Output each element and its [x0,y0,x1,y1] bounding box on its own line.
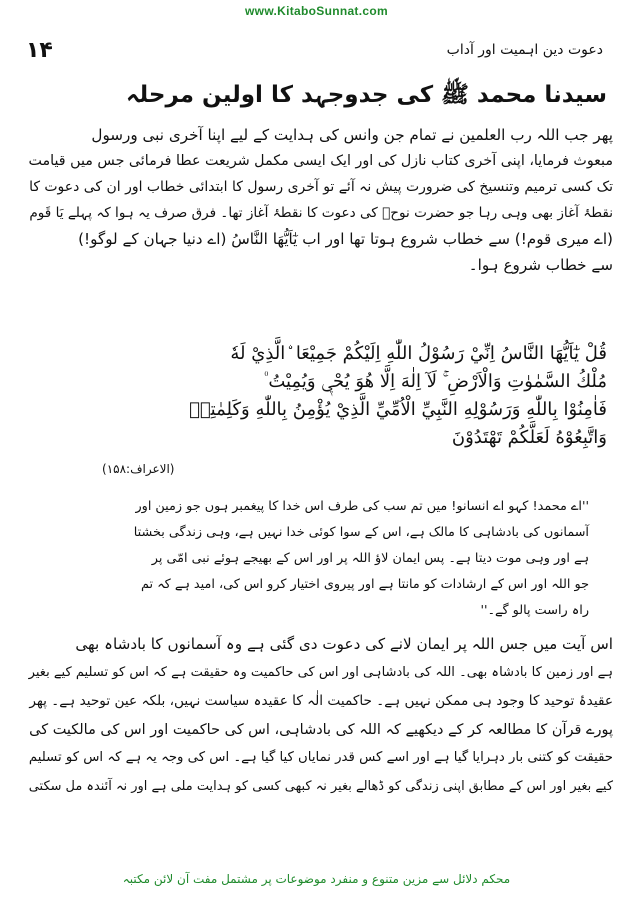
paragraph-commentary [17,630,613,801]
running-header: دعوت دین اہمیت اور آداب [446,42,603,58]
footer-note: محکم دلائل سے مزین متنوع و منفرد موضوعات پر مشتمل مفت آن لائن مکتبہ [122,872,511,886]
site-url[interactable]: www.KitaboSunnat.com [245,4,388,18]
translation-block [43,494,589,624]
quran-reference: (الاعراف:۱۵۸) [102,462,175,476]
paragraph-line: مبعوث فرمایا، اپنی آخری کتاب نازل کی اور ایک ایسی مکمل شریعت عطا فرمائی جس میں قیامت [28,153,613,169]
paragraph-line: نقطۂ آغاز بھی وہی رہا جو حضرت نوحؑ کی دعوت کا نقطۂ آغاز تھا۔ فرق صرف یہ ہوا کہ پہلے یَا قَوم [29,205,613,221]
translation-line: جو اللہ اور اس کے ارشادات کو مانتا ہے اور پیروی اختیار کرو اس کی، امید ہے کہ تم [141,577,589,592]
paragraph-line: پھر جب اللہ رب العلمین نے تمام جن وانس کی ہدایت کے لیے اپنا آخری نبی ورسول [91,126,613,144]
paragraph-line: سے خطاب شروع ہوا۔ [468,256,613,274]
quran-verse-line: فَاٰمِنُوْا بِاللّٰهِ وَرَسُوْلِهِ النَّبِيِّ الْاُمِّيِّ الَّذِيْ يُؤْمِنُ بِاللّٰهِ وَكَلِمٰتِهٖ [189,399,607,420]
quran-verse-line: مُلْكُ السَّمٰوٰتِ وَالْاَرْضِ ۚ لَآ اِلٰهَ اِلَّا هُوَ يُحْيٖ وَيُمِيْتُ ۠ [263,371,607,392]
translation-line: آسمانوں کی بادشاہی کا مالک ہے، اس کے سوا کوئی خدا نہیں ہے، وہی زندگی بخشتا [133,525,589,540]
translation-line: راہ راست پالو گے۔'' [480,603,589,618]
translation-line: ہے اور وہی موت دیتا ہے۔ پس ایمان لاؤ اللہ پر اور اس کے بھیجے ہوئے نبی امّی پر [151,551,589,566]
paragraph-line: اس آیت میں جس اللہ پر ایمان لانے کی دعوت دی گئی ہے وہ آسمانوں کا بادشاہ بھی [75,635,613,653]
paragraph-line: عقیدۂ توحید کا وجود ہی ممکن نہیں ہے۔ حاکمیت الٰہ کا عقیدہ سیاست نہیں، بلکہ عین توحید ہے۔ پھر [29,693,613,709]
page-number: ۱۴ [26,38,53,63]
paragraph-line: (اے میری قوم!) سے خطاب شروع ہوتا تھا اور اب یٰٓاَیُّهَا النَّاسُ (اے دنیا جہان کے لوگو!) [78,230,613,248]
paragraph-line: کیے بغیر اور اس کے مطابق اپنی زندگی کو ڈھالے بغیر نہ کبھی کسی کو ہدایت ملی ہے اور نہ آئندہ مل سکتی [28,778,613,794]
translation-line: ''اے محمد! کہو اے انسانو! میں تم سب کی طرف اس خدا کا پیغمبر ہوں جو زمین اور [135,499,589,514]
quran-verse-line: قُلْ يٰٓاَيُّهَا النَّاسُ اِنِّيْ رَسُوْلُ اللّٰهِ اِلَيْكُمْ جَمِيْعَا ۨالَّذِيْ لَهٗ [230,343,607,364]
paragraph-intro [17,122,613,278]
paragraph-line: تک کسی ترمیم وتنسیخ کی ضرورت پیش نہ آئے تو آخری رسول کا ابتدائی خطاب اور ان کی دعوت کا [29,179,613,195]
quran-verse-line: وَاتَّبِعُوْهُ لَعَلَّكُمْ تَهْتَدُوْنَ [451,427,607,448]
paragraph-line: ہے اور زمین کا بادشاہ بھی۔ اللہ کی بادشاہی اور اس کی حاکمیت وہ حقیقت ہے کہ اس کو تسلیم کیے بغیر [28,664,613,680]
paragraph-line: حقیقت کو کتنی بار دہرایا گیا ہے اور اسے کس قدر نمایاں کیا گیا ہے۔ اس کی وجہ یہ ہے کہ اس کو تسلیم [28,750,613,765]
chapter-heading: سیدنا محمد ﷺ کی جدوجہد کا اولین مرحلہ [126,82,607,108]
paragraph-line: پورے قرآن کا مطالعہ کر کے دیکھیے کہ اللہ کی بادشاہی، اس کی حاکمیت اور اس کی مالکیت کی [29,721,613,738]
quran-verse-block [47,340,607,452]
